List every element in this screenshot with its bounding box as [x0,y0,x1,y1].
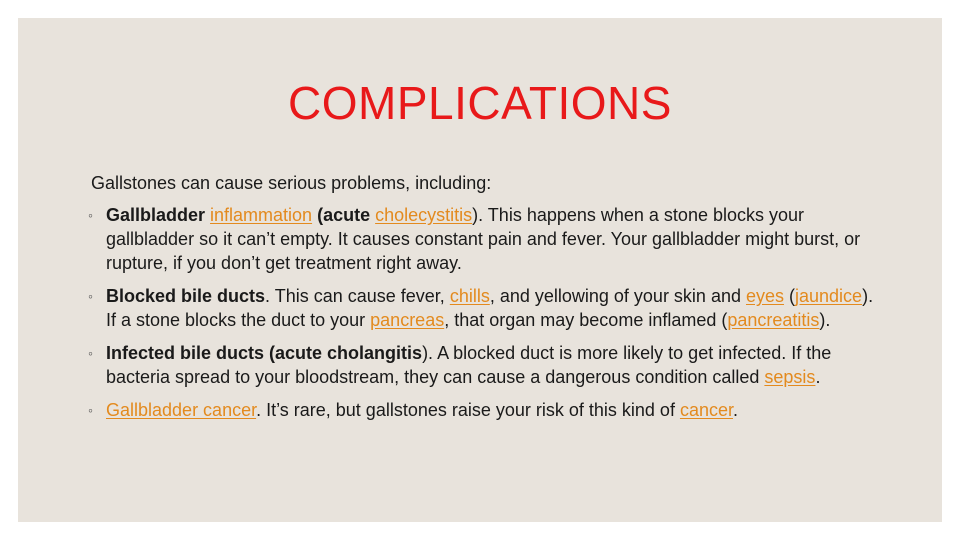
body-text: . This can cause fever, [265,286,450,306]
link-eyes[interactable]: eyes [745,286,785,306]
slide-title: COMPLICATIONS [288,77,672,129]
bold-text: Blocked bile ducts [106,286,266,306]
link-cancer[interactable]: cancer [679,400,733,420]
body-text: . [815,367,821,387]
body-text: . It’s rare, but gallstones raise your risk of this kind of [256,400,680,420]
body-text: ). A blocked duct is more likely to get infected. If the bacteria spread to your bloodstream, they can cause a dangerous condition called [106,343,832,387]
bullet-circle-icon: ◦ [88,402,93,418]
bold-text: (acute [312,205,376,225]
bullet-circle-icon: ◦ [88,207,93,223]
link-pancreas[interactable]: pancreas [370,310,445,330]
intro-text: Gallstones can cause serious problems, including: [91,173,492,193]
link-chills[interactable]: chills [449,286,490,306]
link-gallbladder-cancer[interactable]: Gallbladder cancer [106,400,257,420]
body-text: , and yellowing of your skin and [489,286,746,306]
bullet-item-infected-bile-ducts [88,341,878,389]
link-cholecystitis[interactable]: cholecystitis [375,205,473,225]
link-sepsis[interactable]: sepsis [764,367,816,387]
body-text: ). [819,310,831,330]
bullet-item-gallbladder-cancer [88,398,878,422]
body-text: ( [784,286,796,306]
link-jaundice[interactable]: jaundice [795,286,863,306]
bullet-circle-icon: ◦ [88,345,93,361]
link-pancreatitis[interactable]: pancreatitis [727,310,820,330]
bold-text: Infected bile ducts (acute cholangitis [106,343,423,363]
bullet-item-blocked-bile-ducts [88,284,878,332]
body-text: ). If a stone blocks the duct to your [106,286,874,330]
link-inflammation[interactable]: inflammation [210,205,313,225]
bullet-circle-icon: ◦ [88,288,93,304]
body-text: . [733,400,739,420]
bullet-list [88,203,878,431]
body-text: , that organ may become inflamed ( [444,310,728,330]
bold-text: Gallbladder [106,205,211,225]
body-text: ). This happens when a stone blocks your gallbladder so it can’t empty. It causes constant pain and fever. Your gallbladder might burst, or rupture, if you don’t get treatment right away. [106,205,861,273]
bullet-item-cholecystitis [88,203,878,275]
